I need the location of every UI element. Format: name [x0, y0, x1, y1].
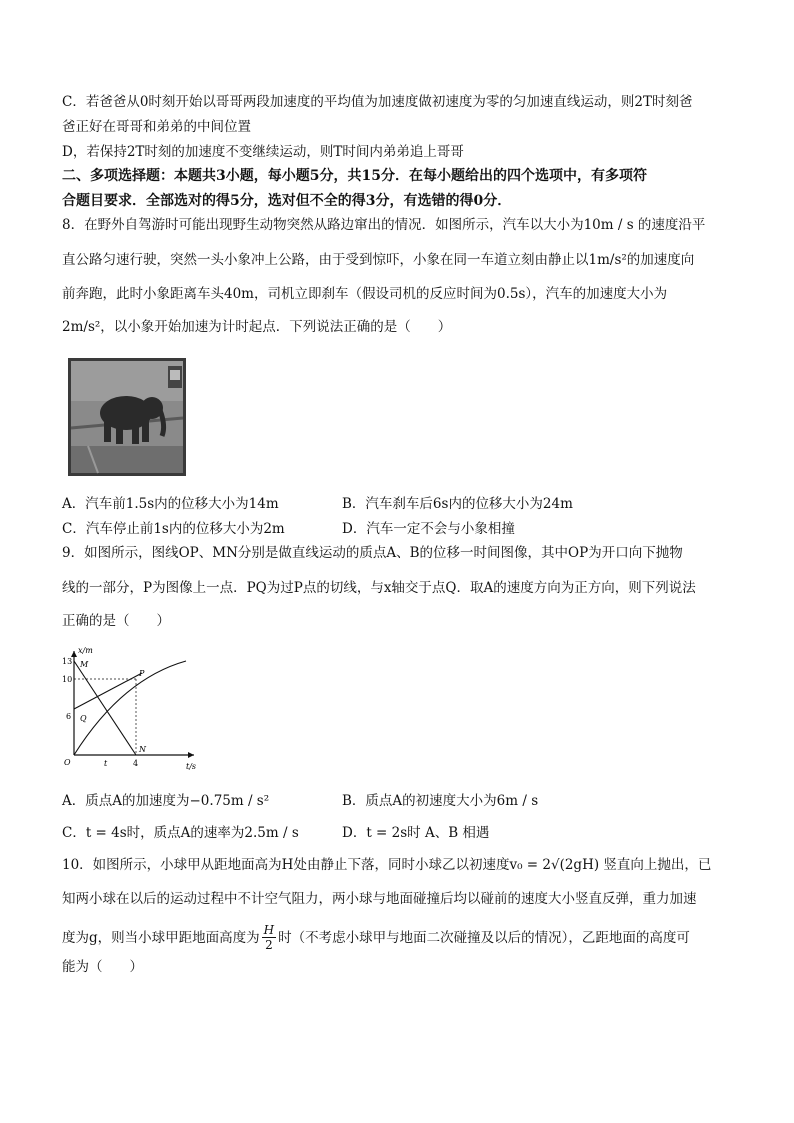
q10-line1: 10．如图所示，小球甲从距地面高为H处由静止下落，同时小球乙以初速度v₀ = 2√(2gH) 竖直向上抛出，已: [62, 857, 712, 873]
q10-frac-denominator: 2: [265, 938, 273, 952]
q10-line3: [62, 923, 742, 952]
q10-line2: 知两小球在以后的运动过程中不计空气阻力，两小球与地面碰撞后均以碰前的速度大小竖直反弹，重力加速: [62, 891, 697, 907]
x-tick-4: 4: [133, 759, 139, 768]
q8-line1: 8．在野外自驾游时可能出现野生动物突然从路边窜出的情况．如图所示，汽车以大小为10m / s 的速度沿平: [62, 217, 706, 233]
q9-line3: 正确的是（ ）: [62, 613, 170, 629]
t-axis-arrow-icon: [188, 752, 194, 758]
q8-line4: 2m/s²，以小象开始加速为计时起点．下列说法正确的是（ ）: [62, 319, 452, 335]
q9-line2: 线的一部分，P为图像上一点．PQ为过P点的切线，与x轴交于点Q．取A的速度方向为正方向，则下列说法: [62, 580, 696, 596]
q8-option-c: C．汽车停止前1s内的位移大小为2m: [62, 521, 285, 537]
section2-heading-line1: 二、多项选择题：本题共3小题，每小题5分，共15分．在每小题给出的四个选项中，有多项符: [62, 168, 647, 184]
q10-line3-post: 时（不考虑小球甲与地面二次碰撞及以后的情况），乙距地面的高度可: [278, 929, 690, 946]
q8-option-d: D．汽车一定不会与小象相撞: [342, 521, 515, 537]
elephant-road-photo: [68, 358, 186, 476]
q9-option-a: A．质点A的加速度为−0.75m / s²: [62, 793, 270, 809]
q10-frac-numerator: H: [263, 923, 275, 937]
q10-line4: 能为（ ）: [62, 959, 143, 975]
point-n-label: N: [139, 745, 146, 754]
point-q-label: Q: [80, 714, 87, 723]
q8-line3: 前奔跑，此时小象距离车头40m，司机立即刹车（假设司机的反应时间为0.5s），汽车的加速度大小为: [62, 286, 668, 302]
q7-option-c-line1: C．若爸爸从0时刻开始以哥哥两段加速度的平均值为加速度做初速度为零的匀加速直线运动，则2T时刻爸: [62, 94, 693, 110]
x-tick-t: t: [104, 759, 108, 768]
origin-label: O: [64, 758, 71, 767]
q8-line2: 直公路匀速行驶，突然一头小象冲上公路，由于受到惊吓，小象在同一车道立刻由静止以1m/s²的加速度向: [62, 252, 695, 268]
q9-xt-graph: [62, 645, 202, 775]
tangent-pq: [74, 673, 142, 709]
point-m-label: M: [80, 660, 89, 669]
q9-option-b: B．质点A的初速度大小为6m / s: [342, 793, 539, 809]
y-tick-6: 6: [66, 712, 72, 721]
q9-option-c: C．t = 4s时，质点A的速率为2.5m / s: [62, 825, 299, 841]
x-axis-label: x/m: [78, 646, 93, 655]
t-axis-label: t/s: [186, 762, 197, 771]
q9-option-d: D．t = 2s时 A、B 相遇: [342, 825, 490, 841]
section2-heading-line2: 合题目要求．全部选对的得5分，选对但不全的得3分，有选错的得0分．: [62, 193, 512, 209]
q7-option-d: D，若保持2T时刻的加速度不变继续运动，则T时间内弟弟追上哥哥: [62, 144, 464, 160]
y-tick-10: 10: [62, 675, 73, 684]
q10-fraction: [262, 923, 276, 952]
point-p-label: P: [139, 669, 145, 678]
q8-option-a: A．汽车前1.5s内的位移大小为14m: [62, 496, 279, 512]
q10-line3-pre: 度为g，则当小球甲距地面高度为: [62, 929, 260, 946]
y-tick-13: 13: [62, 657, 73, 666]
curve-op: [74, 661, 186, 755]
q8-option-b: B．汽车刹车后6s内的位移大小为24m: [342, 496, 573, 512]
q9-line1: 9．如图所示，图线OP、MN分别是做直线运动的质点A、B的位移一时间图像，其中OP为开口向下抛物: [62, 545, 683, 561]
q7-option-c-line2: 爸正好在哥哥和弟弟的中间位置: [62, 119, 251, 135]
